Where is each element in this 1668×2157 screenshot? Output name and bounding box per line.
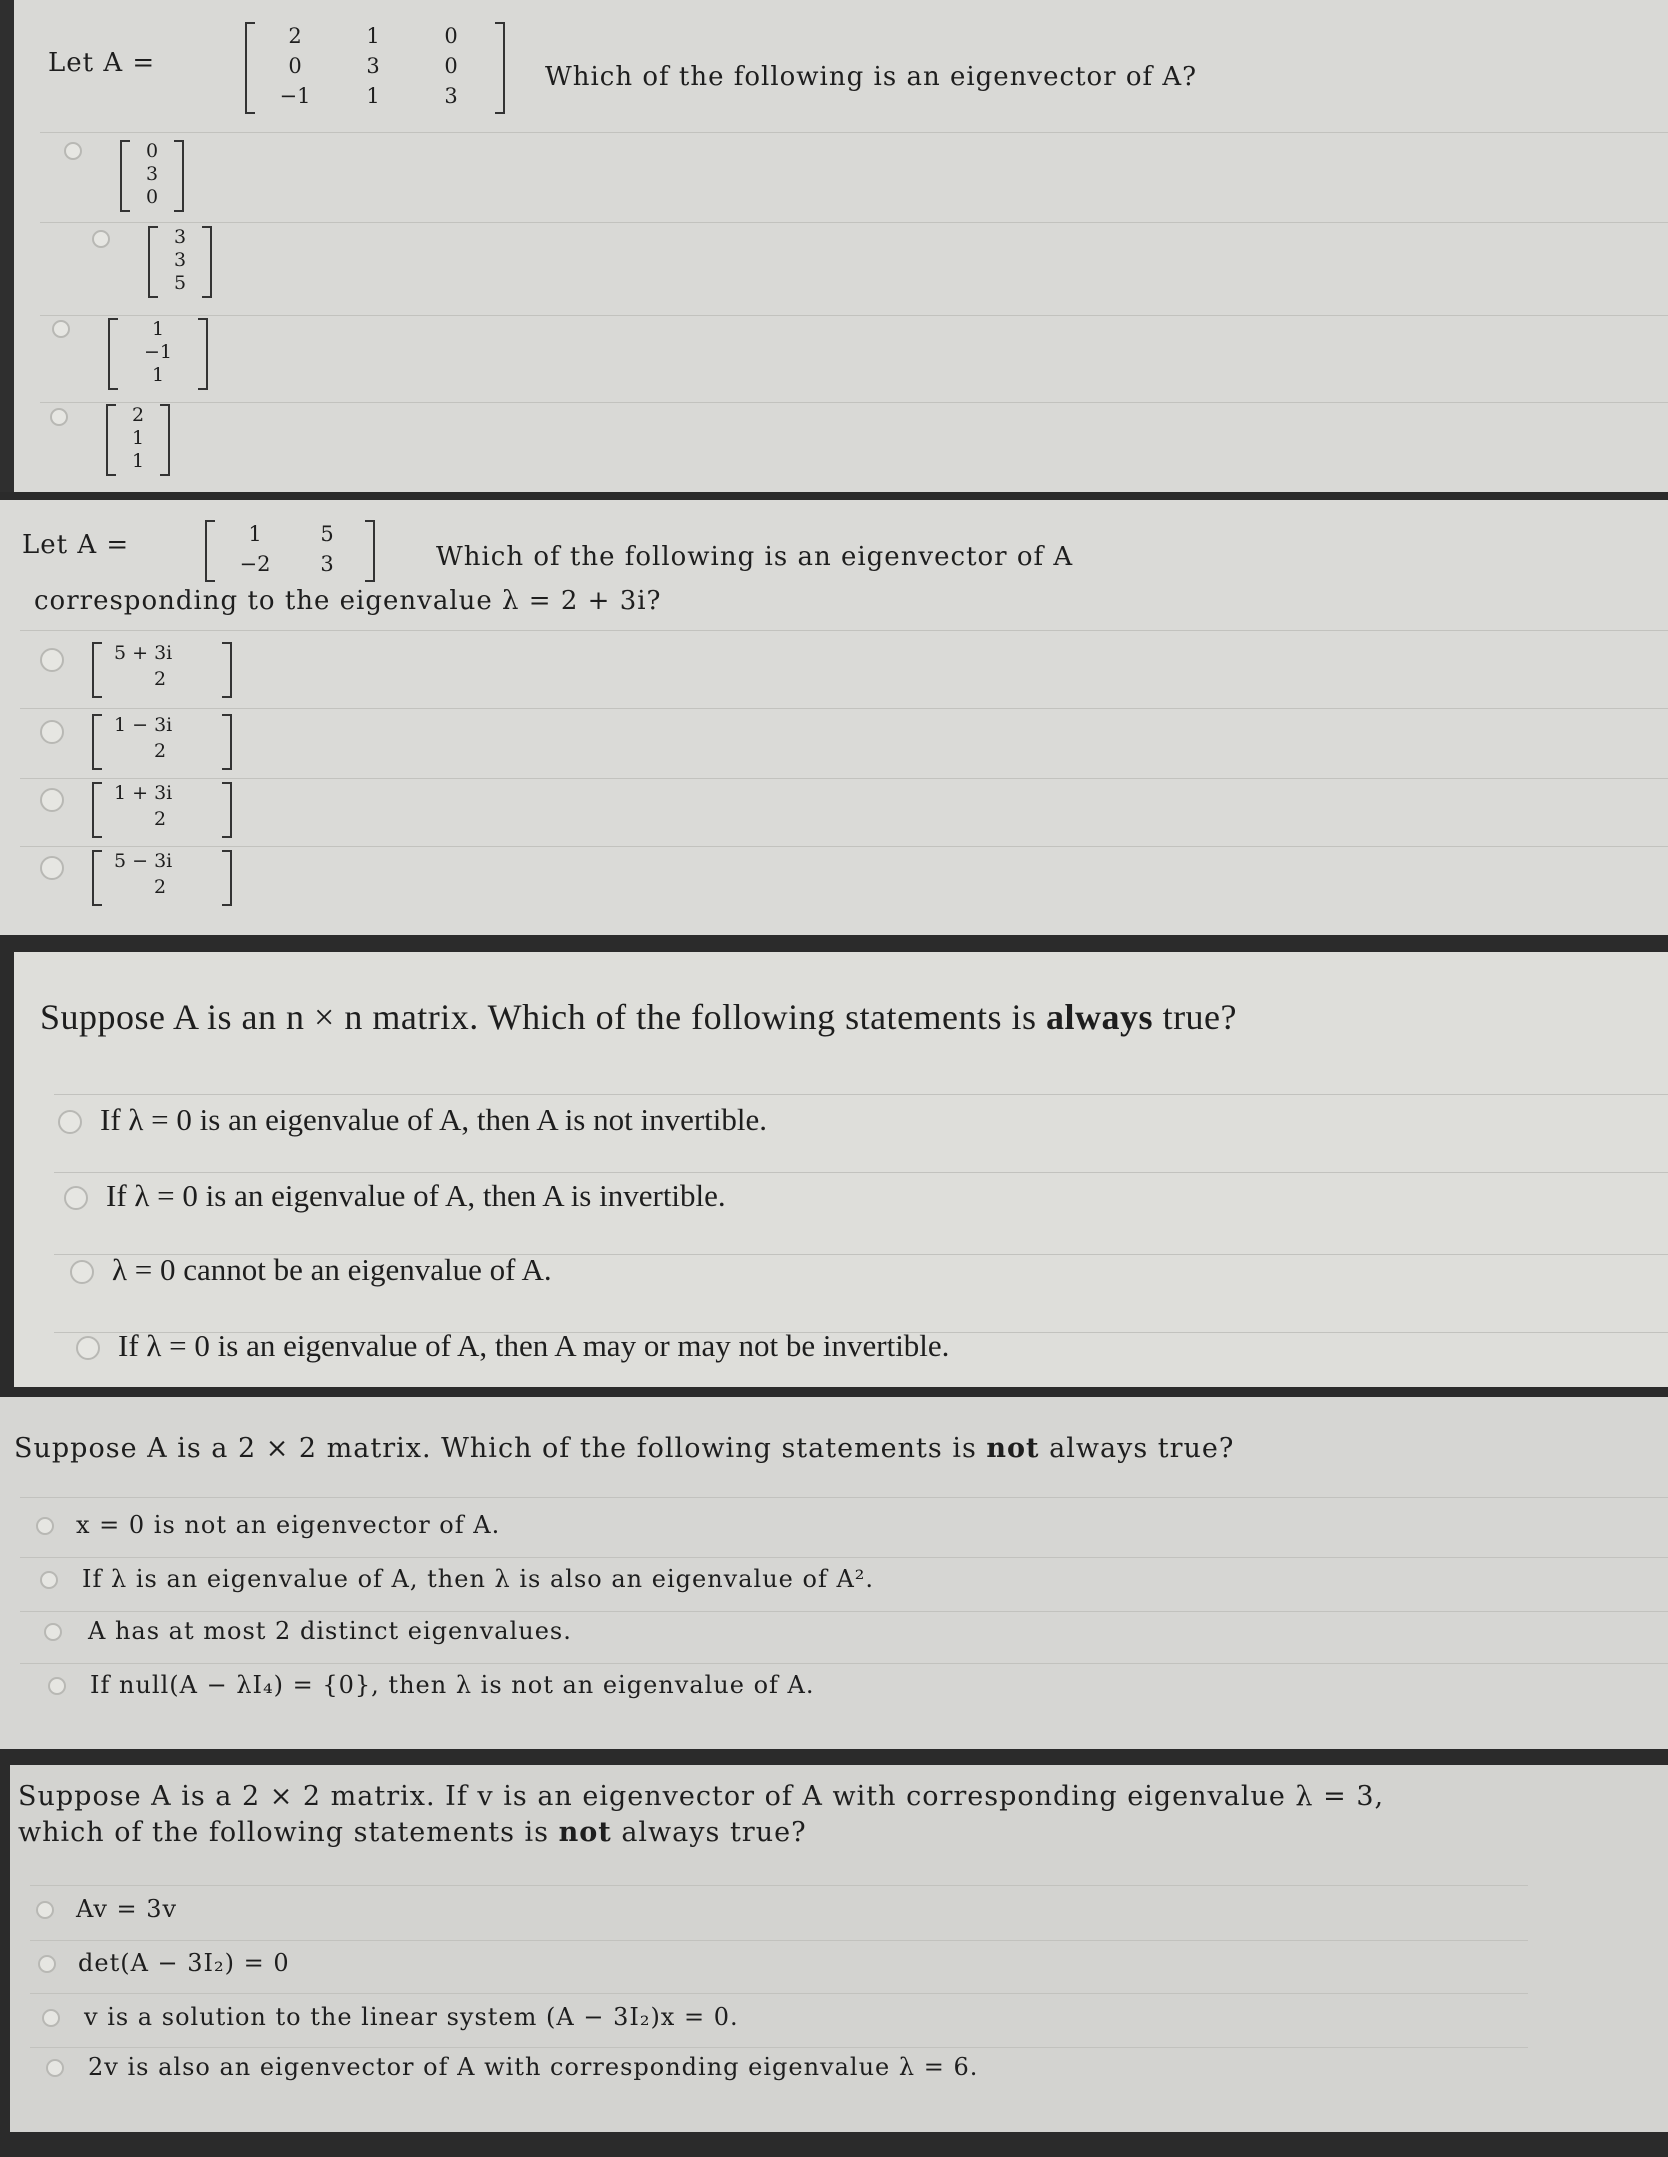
q1-option-4-radio[interactable] xyxy=(50,408,68,426)
q5-option-2-label[interactable]: det(A − 3I₂) = 0 xyxy=(78,1949,290,1977)
q2-option-3-vector[interactable] xyxy=(92,782,232,838)
q5-option-1-label[interactable]: Av = 3v xyxy=(76,1895,178,1923)
q5-question-line1: Suppose A is a 2 × 2 matrix. If v is an eigenvector of A with corresponding eigenvalue λ = 3, xyxy=(18,1781,1385,1812)
q4-option-1-radio[interactable] xyxy=(36,1517,54,1535)
question-panel-3 xyxy=(14,952,1668,1387)
vector-entry: 2 xyxy=(154,876,167,898)
q3-option-2-radio[interactable] xyxy=(64,1186,88,1210)
q4-question xyxy=(14,1433,1234,1464)
vector-entry: 5 − 3i xyxy=(114,850,173,872)
vector-entry: 3 xyxy=(173,249,187,271)
vector-entry: 5 xyxy=(173,272,187,294)
vector-entry: 3 xyxy=(145,163,159,185)
q2-matrix-cell: −2 xyxy=(239,552,271,576)
q4-question-emphasis: not xyxy=(986,1433,1040,1464)
q1-matrix-cell: 3 xyxy=(444,84,458,108)
q5-option-3-label[interactable]: v is a solution to the linear system (A − 3I₂)x = 0. xyxy=(84,2003,739,2031)
q2-option-1-radio[interactable] xyxy=(40,648,64,672)
q1-matrix-cell: 2 xyxy=(288,24,302,48)
q4-option-4-label[interactable]: If null(A − λI₄) = {0}, then λ is not an eigenvalue of A. xyxy=(90,1671,815,1699)
q3-option-3-radio[interactable] xyxy=(70,1260,94,1284)
q1-matrix-cell: 3 xyxy=(366,54,380,78)
q4-option-3-label[interactable]: A has at most 2 distinct eigenvalues. xyxy=(88,1617,572,1645)
q5-option-4-label[interactable]: 2v is also an eigenvector of A with corresponding eigenvalue λ = 6. xyxy=(88,2053,979,2081)
q3-option-1-label[interactable]: If λ = 0 is an eigenvalue of A, then A is not invertible. xyxy=(100,1102,768,1137)
q4-option-1-label[interactable]: x = 0 is not an eigenvector of A. xyxy=(76,1511,501,1539)
q3-option-4-radio[interactable] xyxy=(76,1336,100,1360)
q2-option-4-vector[interactable] xyxy=(92,850,232,906)
q2-option-2-radio[interactable] xyxy=(40,720,64,744)
question-panel-1 xyxy=(0,0,1668,492)
q1-matrix-cell: −1 xyxy=(279,84,311,108)
vector-entry: 1 xyxy=(151,364,165,386)
q1-prefix: Let A = xyxy=(48,48,156,78)
q2-question-line2: corresponding to the eigenvalue λ = 2 + 3i? xyxy=(34,586,662,616)
q5-option-2-radio[interactable] xyxy=(38,1955,56,1973)
q3-question-text: Suppose A is an n × n matrix. Which of the following statements is xyxy=(40,997,1047,1037)
q2-question-line1: Which of the following is an eigenvector of A xyxy=(436,542,1074,572)
q1-option-2-vector[interactable] xyxy=(148,226,212,298)
q3-option-1-radio[interactable] xyxy=(58,1110,82,1134)
vector-entry: 5 + 3i xyxy=(114,642,173,664)
vector-entry: 2 xyxy=(154,808,167,830)
q5-option-3-radio[interactable] xyxy=(42,2009,60,2027)
q3-option-4-label[interactable]: If λ = 0 is an eigenvalue of A, then A may or may not be invertible. xyxy=(118,1328,950,1363)
q1-option-1-radio[interactable] xyxy=(64,142,82,160)
q2-matrix-cell: 5 xyxy=(320,522,334,546)
q1-option-3-vector[interactable] xyxy=(108,318,208,390)
q5-question-line2 xyxy=(18,1817,807,1848)
q4-option-2-label[interactable]: If λ is an eigenvalue of A, then λ is also an eigenvalue of A². xyxy=(82,1565,875,1593)
left-edge xyxy=(0,0,14,492)
q1-option-1-vector[interactable] xyxy=(120,140,184,212)
q4-option-4-radio[interactable] xyxy=(48,1677,66,1695)
vector-entry: 2 xyxy=(131,404,145,426)
q1-matrix-cell: 1 xyxy=(366,24,380,48)
q5-question-end: always true? xyxy=(611,1817,807,1848)
question-panel-2 xyxy=(0,500,1668,935)
q5-question-text: which of the following statements is xyxy=(18,1817,559,1848)
q5-question-emphasis: not xyxy=(558,1817,612,1848)
q2-option-1-vector[interactable] xyxy=(92,642,232,698)
vector-entry: 1 xyxy=(131,427,145,449)
q3-option-2-label[interactable]: If λ = 0 is an eigenvalue of A, then A is invertible. xyxy=(106,1178,726,1213)
q3-question-end: true? xyxy=(1153,997,1238,1037)
vector-entry: 1 − 3i xyxy=(114,714,173,736)
q1-option-3-radio[interactable] xyxy=(52,320,70,338)
q1-matrix-cell: 1 xyxy=(366,84,380,108)
q2-option-3-radio[interactable] xyxy=(40,788,64,812)
q3-option-3-label[interactable]: λ = 0 cannot be an eigenvalue of A. xyxy=(112,1252,552,1287)
question-panel-5 xyxy=(10,1765,1668,2132)
q2-matrix xyxy=(205,520,375,582)
q2-option-4-radio[interactable] xyxy=(40,856,64,880)
vector-entry: 1 + 3i xyxy=(114,782,173,804)
q1-matrix-cell: 0 xyxy=(444,24,458,48)
vector-entry: 0 xyxy=(145,140,159,162)
q2-option-2-vector[interactable] xyxy=(92,714,232,770)
q4-question-text: Suppose A is a 2 × 2 matrix. Which of the following statements is xyxy=(14,1433,987,1464)
q2-matrix-cell: 1 xyxy=(248,522,262,546)
vector-entry: 2 xyxy=(154,668,167,690)
q3-question xyxy=(40,996,1237,1038)
q4-option-2-radio[interactable] xyxy=(40,1571,58,1589)
vector-entry: 3 xyxy=(173,226,187,248)
q4-question-end: always true? xyxy=(1039,1433,1235,1464)
q2-matrix-cell: 3 xyxy=(320,552,334,576)
q1-option-4-vector[interactable] xyxy=(106,404,170,476)
q3-question-emphasis: always xyxy=(1046,997,1154,1037)
vector-entry: −1 xyxy=(143,341,172,363)
vector-entry: 1 xyxy=(131,450,145,472)
q2-prefix: Let A = xyxy=(22,530,130,560)
q1-option-2-radio[interactable] xyxy=(92,230,110,248)
q5-option-4-radio[interactable] xyxy=(46,2059,64,2077)
vector-entry: 1 xyxy=(151,318,165,340)
question-panel-4 xyxy=(0,1397,1668,1749)
q1-matrix-cell: 0 xyxy=(444,54,458,78)
vector-entry: 2 xyxy=(154,740,167,762)
q1-matrix-cell: 0 xyxy=(288,54,302,78)
q4-option-3-radio[interactable] xyxy=(44,1623,62,1641)
q1-question: Which of the following is an eigenvector of A? xyxy=(545,62,1198,92)
q5-option-1-radio[interactable] xyxy=(36,1901,54,1919)
q1-matrix xyxy=(245,22,505,114)
vector-entry: 0 xyxy=(145,186,159,208)
